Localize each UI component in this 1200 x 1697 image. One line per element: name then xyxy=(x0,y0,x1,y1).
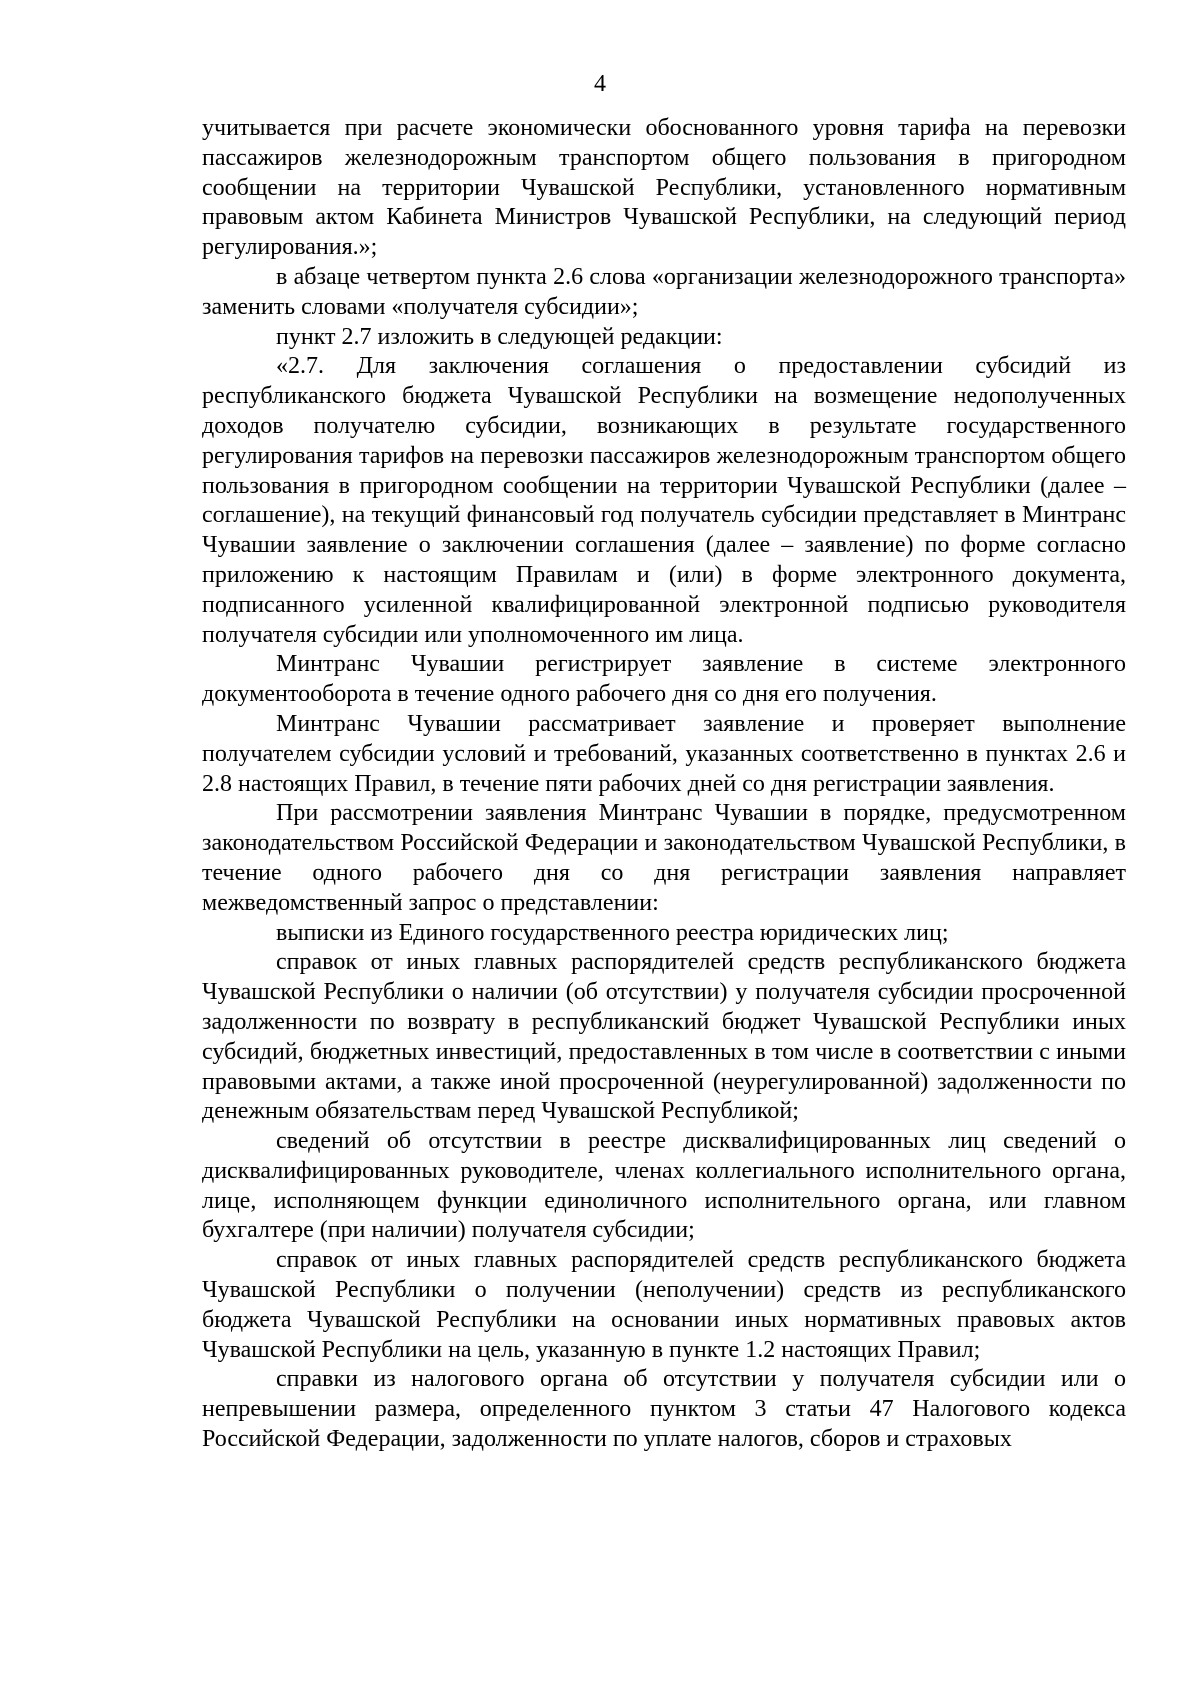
paragraph: учитывается при расчете экономически обоснованного уровня тарифа на перевозки пассажиров железнодорожным транспортом общего пользования в пригородном сообщении на территории Чувашской Республики, установленного нормативным правовым актом Кабинета Министров Чувашской Республики, на следующий период регулирования.»; xyxy=(202,115,1126,261)
page-number: 4 xyxy=(594,71,606,97)
paragraph: в абзаце четвертом пункта 2.6 слова «организации железнодорожного транспорта» заменить словами «получателя субсидии»; xyxy=(202,263,1126,320)
document-body xyxy=(202,114,1126,1455)
paragraph: Минтранс Чувашии рассматривает заявление и проверяет выполнение получателем субсидии условий и требований, указанных соответственно в пунктах 2.6 и 2.8 настоящих Правил, в течение пяти рабочих дней со дня регистрации заявления. xyxy=(202,710,1126,797)
paragraph: выписки из Единого государственного реестра юридических лиц; xyxy=(276,919,949,946)
paragraph: «2.7. Для заключения соглашения о предоставлении субсидий из республиканского бюджета Чувашской Республики на возмещение недополученных доходов получателю субсидии, возникающих в результате государственного регулирования тарифов на перевозки пассажиров железнодорожным транспортом общего пользования в пригородном сообщении на территории Чувашской Республики (далее – соглашение), на текущий финансовый год получатель субсидии представляет в Минтранс Чувашии заявление о заключении соглашения (далее – заявление) по форме согласно приложению к настоящим Правилам и (или) в форме электронного документа, подписанного усиленной квалифицированной электронной подписью руководителя получателя субсидии или уполномоченного им лица. xyxy=(202,353,1126,648)
paragraph: справки из налогового органа об отсутствии у получателя субсидии или о непревышении размера, определенного пунктом 3 статьи 47 Налогового кодекса Российской Федерации, задолженности по уплате налогов, сборов и страховых xyxy=(202,1366,1126,1453)
paragraph: пункт 2.7 изложить в следующей редакции: xyxy=(276,323,723,350)
paragraph: Минтранс Чувашии регистрирует заявление в системе электронного документооборота в течение одного рабочего дня со дня его получения. xyxy=(202,651,1126,708)
paragraph: При рассмотрении заявления Минтранс Чувашии в порядке, предусмотренном законодательством Российской Федерации и законодательством Чувашской Республики, в течение одного рабочего дня со дня регистрации заявления направляет межведомственный запрос о представлении: xyxy=(202,800,1126,916)
paragraph: справок от иных главных распорядителей средств республиканского бюджета Чувашской Республики о получении (неполучении) средств из республиканского бюджета Чувашской Республики на основании иных нормативных правовых актов Чувашской Республики на цель, указанную в пункте 1.2 настоящих Правил; xyxy=(202,1247,1126,1363)
paragraph: справок от иных главных распорядителей средств республиканского бюджета Чувашской Республики о наличии (об отсутствии) у получателя субсидии просроченной задолженности по возврату в республиканский бюджет Чувашской Республики иных субсидий, бюджетных инвестиций, предоставленных в том числе в соответствии с иными правовыми актами, а также иной просроченной (неурегулированной) задолженности по денежным обязательствам перед Чувашской Республикой; xyxy=(202,949,1126,1125)
paragraph: сведений об отсутствии в реестре дисквалифицированных лиц сведений о дисквалифицированных руководителе, членах коллегиального исполнительного органа, лице, исполняющем функции единоличного исполнительного органа, или главном бухгалтере (при наличии) получателя субсидии; xyxy=(202,1128,1126,1244)
